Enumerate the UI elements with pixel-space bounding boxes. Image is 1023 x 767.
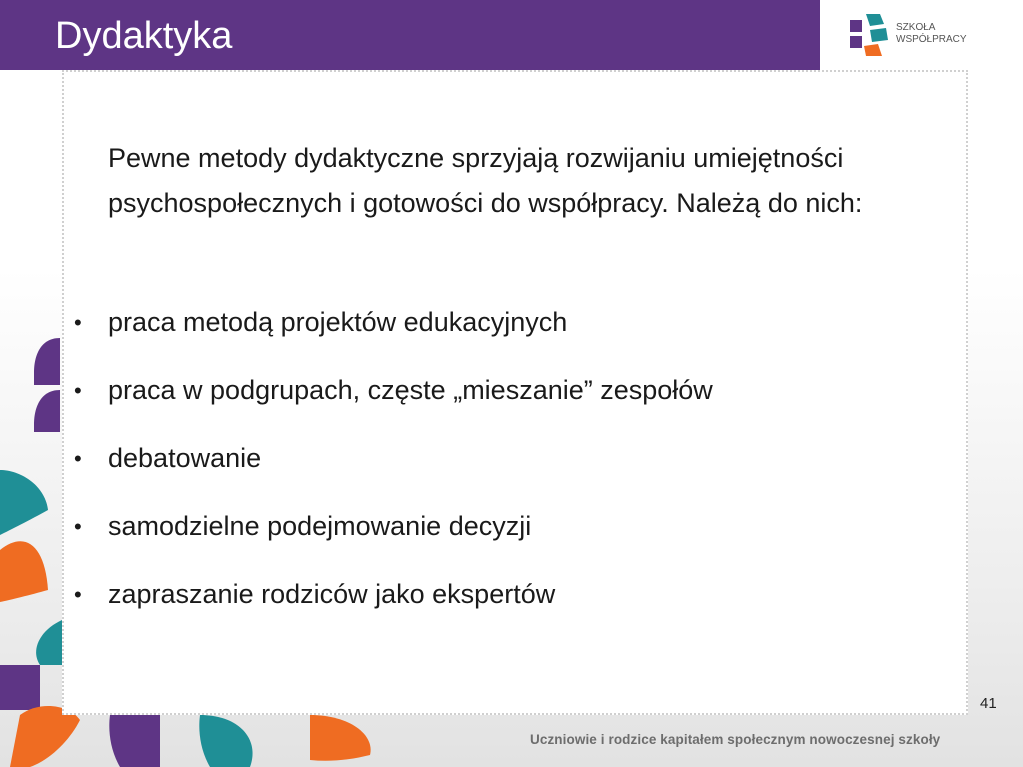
bullet-dot: • — [74, 446, 82, 471]
bullet-dot: • — [74, 310, 82, 335]
footer-text: Uczniowie i rodzice kapitałem społecznym nowoczesnej szkoły — [530, 732, 941, 747]
list-item-text: zapraszanie rodziców jako ekspertów — [108, 579, 556, 609]
teal-petal-3 — [199, 715, 252, 767]
list-item-text: praca w podgrupach, częste „mieszanie” zespołów — [108, 375, 713, 405]
page-number: 41 — [980, 695, 997, 712]
list-item-text: samodzielne podejmowanie decyzji — [108, 511, 532, 541]
title-bar — [0, 0, 820, 70]
teal-petal-1 — [0, 470, 48, 535]
logo-line-2: WSPÓŁPRACY — [896, 34, 967, 45]
purple-petal-3 — [0, 665, 40, 710]
list-item — [72, 368, 713, 436]
list-item-text: praca metodą projektów edukacyjnych — [108, 307, 568, 337]
list-item — [72, 504, 713, 572]
list-item — [72, 572, 713, 640]
logo-line-1: SZKOŁA — [896, 22, 936, 33]
list-item — [72, 300, 713, 368]
bullet-list — [72, 300, 713, 640]
orange-petal-1 — [0, 541, 48, 602]
purple-petal-1 — [34, 338, 60, 385]
logo-text — [896, 22, 967, 46]
list-item — [72, 436, 713, 504]
purple-petal-4 — [109, 715, 160, 767]
orange-petal-2 — [10, 706, 80, 767]
purple-petal-2 — [34, 390, 60, 432]
bullet-dot: • — [74, 378, 82, 403]
orange-petal-3 — [310, 715, 371, 761]
list-item-text: debatowanie — [108, 443, 262, 473]
intro-paragraph: Pewne metody dydaktyczne sprzyjają rozwijaniu umiejętności psychospołecznych i gotowości do współpracy. Należą do nich: — [108, 143, 863, 218]
bullet-dot: • — [74, 582, 82, 607]
slide-title: Dydaktyka — [55, 15, 233, 57]
teal-petal-2 — [36, 620, 62, 665]
bullet-dot: • — [74, 514, 82, 539]
